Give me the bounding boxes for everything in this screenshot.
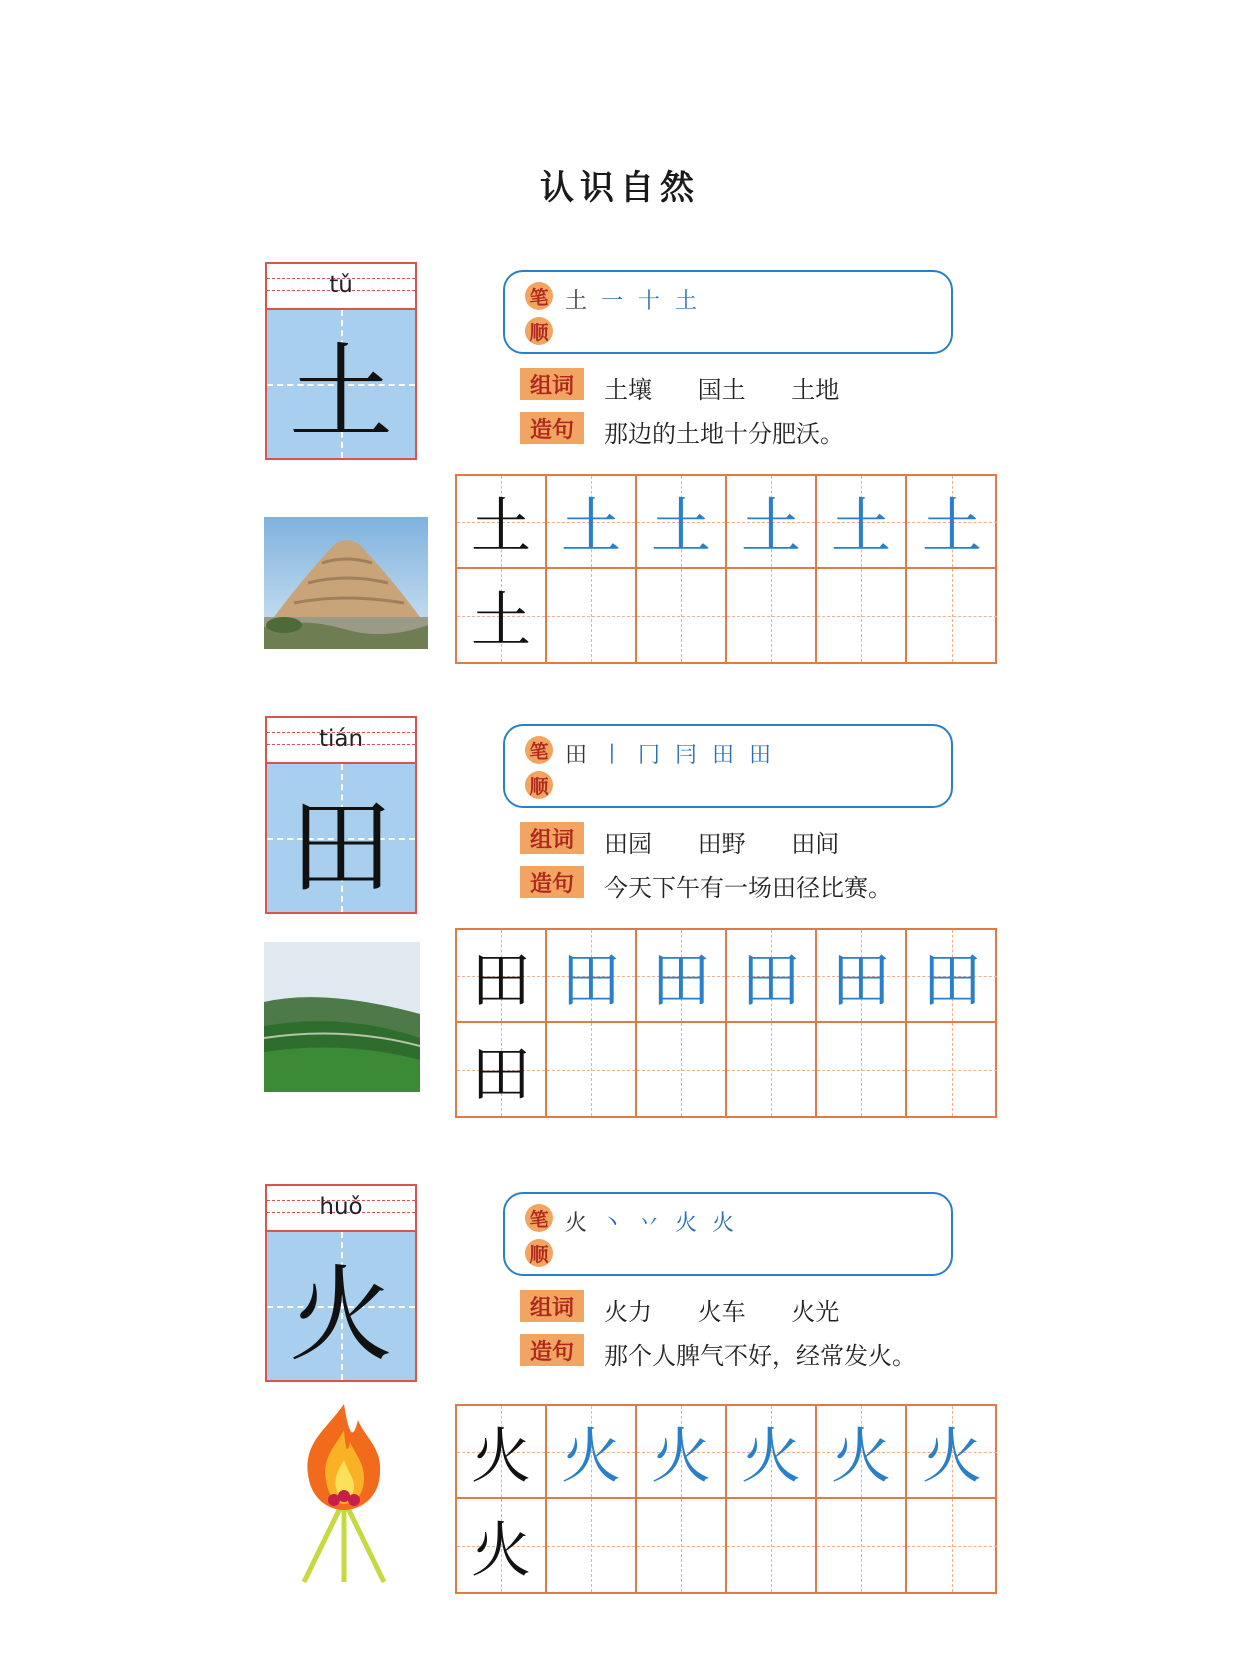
writing-grid (455, 474, 997, 664)
words-list (604, 370, 877, 405)
grid-cell-trace: 火 (817, 1406, 907, 1499)
character-card (265, 262, 417, 460)
grid-cell-trace: 土 (727, 476, 817, 569)
writing-grid (455, 928, 997, 1118)
grid-cell-empty[interactable] (727, 569, 817, 662)
grid-cell-model: 土 (457, 569, 547, 662)
word: 土壤 (604, 376, 652, 404)
grid-cell-trace: 田 (637, 930, 727, 1023)
grid-cell-trace: 土 (637, 476, 727, 569)
green-field-image (264, 942, 420, 1092)
grid-cell-model: 田 (457, 930, 547, 1023)
grid-cell-trace: 火 (907, 1406, 997, 1499)
pinyin-box (267, 718, 415, 764)
big-character-box (267, 764, 415, 912)
stroke-sequence (565, 284, 701, 315)
grid-cell-model: 田 (457, 1023, 547, 1116)
grid-cell-empty[interactable] (637, 1023, 727, 1116)
sentence: 今天下午有一场田径比赛。 (604, 874, 892, 902)
grid-cell-empty[interactable] (727, 1023, 817, 1116)
grid-cell-trace: 田 (907, 930, 997, 1023)
grid-cell-empty[interactable] (907, 1023, 997, 1116)
word: 国土 (697, 376, 746, 404)
lesson-section-tu (0, 262, 1240, 662)
pinyin: tián (318, 726, 364, 752)
stroke-badge-top: 笔 (525, 1204, 553, 1232)
pinyin-box (267, 1186, 415, 1232)
stroke-steps: 一 十 土 (601, 289, 702, 314)
grid-cell-trace: 火 (727, 1406, 817, 1499)
word: 火力 (604, 1298, 652, 1326)
stroke-badge-top: 笔 (525, 736, 553, 764)
grid-cell-empty[interactable] (727, 1499, 817, 1592)
word: 田园 (604, 830, 652, 858)
stroke-sequence (565, 1206, 738, 1237)
pinyin: huǒ (319, 1194, 363, 1220)
sentence-label: 造句 (520, 1334, 584, 1366)
word: 土地 (791, 376, 840, 404)
stroke-order-box (503, 270, 953, 354)
grid-cell-empty[interactable] (817, 1023, 907, 1116)
stroke-steps: 丶 丷 火 火 (601, 1211, 738, 1236)
grid-cell-model: 土 (457, 476, 547, 569)
word: 田间 (791, 830, 840, 858)
word: 火车 (697, 1298, 746, 1326)
stroke-badge-top: 笔 (525, 282, 553, 310)
grid-cell-model: 火 (457, 1499, 547, 1592)
big-character-box (267, 1232, 415, 1380)
character-card (265, 716, 417, 914)
grid-cell-trace: 土 (817, 476, 907, 569)
big-character: 土 (288, 332, 393, 454)
word: 田野 (697, 830, 746, 858)
sentence-label: 造句 (520, 866, 584, 898)
word: 火光 (791, 1298, 840, 1326)
character-card (265, 1184, 417, 1382)
words-list (604, 1292, 877, 1327)
words-label: 组词 (520, 1290, 584, 1322)
flame-icon (264, 1400, 424, 1584)
grid-cell-empty[interactable] (907, 1499, 997, 1592)
big-character-box (267, 310, 415, 458)
words-list (604, 824, 877, 859)
grid-cell-empty[interactable] (817, 1499, 907, 1592)
grid-cell-trace: 土 (547, 476, 637, 569)
grid-cell-empty[interactable] (637, 569, 727, 662)
sentence-label: 造句 (520, 412, 584, 444)
grid-cell-trace: 土 (907, 476, 997, 569)
stroke-base-char: 土 (565, 289, 592, 314)
sentence: 那个人脾气不好，经常发火。 (604, 1342, 916, 1370)
sentence: 那边的土地十分肥沃。 (604, 420, 844, 448)
stroke-order-box (503, 1192, 953, 1276)
big-character: 火 (288, 1254, 393, 1376)
stroke-base-char: 田 (565, 743, 592, 768)
words-label: 组词 (520, 822, 584, 854)
stroke-sequence (565, 738, 775, 769)
earthen-mound-image (264, 517, 428, 649)
big-character: 田 (288, 786, 393, 908)
page-title: 认识自然 (540, 168, 700, 208)
stroke-order-box (503, 724, 953, 808)
grid-cell-trace: 田 (817, 930, 907, 1023)
grid-cell-model: 火 (457, 1406, 547, 1499)
stroke-badge-bottom: 顺 (525, 771, 553, 799)
stroke-base-char: 火 (565, 1211, 592, 1236)
grid-cell-empty[interactable] (547, 1499, 637, 1592)
grid-cell-trace: 田 (727, 930, 817, 1023)
lesson-section-huo (0, 1184, 1240, 1624)
stroke-badge-bottom: 顺 (525, 317, 553, 345)
pinyin: tǔ (329, 272, 353, 298)
stroke-badge-bottom: 顺 (525, 1239, 553, 1267)
writing-grid (455, 1404, 997, 1594)
grid-cell-empty[interactable] (547, 569, 637, 662)
grid-cell-empty[interactable] (637, 1499, 727, 1592)
grid-cell-empty[interactable] (547, 1023, 637, 1116)
grid-cell-trace: 火 (547, 1406, 637, 1499)
words-label: 组词 (520, 368, 584, 400)
stroke-steps: 丨 冂 冃 田 田 (601, 743, 775, 768)
grid-cell-empty[interactable] (817, 569, 907, 662)
lesson-section-tian (0, 716, 1240, 1116)
grid-cell-trace: 田 (547, 930, 637, 1023)
grid-cell-empty[interactable] (907, 569, 997, 662)
pinyin-box (267, 264, 415, 310)
grid-cell-trace: 火 (637, 1406, 727, 1499)
